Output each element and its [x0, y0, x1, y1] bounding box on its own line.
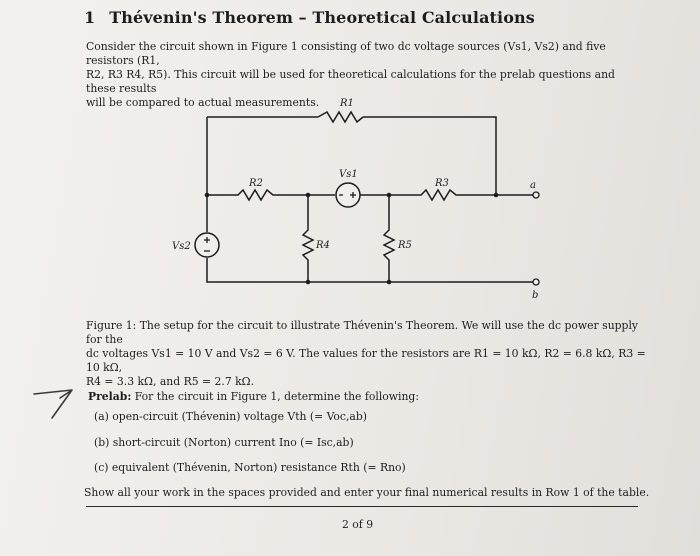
vs2-label: Vs2	[172, 241, 191, 252]
prelab-item-c: (c) equivalent (Thévenin, Norton) resistance Rth (= Rno)	[94, 461, 406, 474]
caption-line: R4 = 3.3 kΩ, and R5 = 2.7 kΩ.	[86, 375, 255, 388]
intro-line: R2, R3 R4, R5). This circuit will be used for theoretical calculations for the prelab questions and these results	[86, 68, 615, 95]
prelab-intro-text: For the circuit in Figure 1, determine the following:	[134, 390, 419, 403]
r1-label: R1	[340, 98, 354, 109]
caption-line: Figure 1: The setup for the circuit to illustrate Thévenin's Theorem. We will use the dc power supply for the	[86, 319, 639, 346]
caption-line: dc voltages Vs1 = 10 V and Vs2 = 6 V. The values for the resistors are R1 = 10 kΩ, R2 = 6.8 kΩ, R3 = 10 kΩ,	[86, 347, 646, 374]
intro-line: Consider the circuit shown in Figure 1 consisting of two dc voltage sources (Vs1, Vs2) and five resistors (R1,	[86, 40, 606, 67]
r4-label: R4	[316, 240, 330, 251]
prelab-instruction: Show all your work in the spaces provided and enter your final numerical results in Row 1 of the table.	[84, 486, 650, 499]
page-number: 2 of 9	[342, 518, 374, 531]
terminal-b-label: b	[532, 290, 539, 301]
prelab-item-a: (a) open-circuit (Thévenin) voltage Vth (= Voc,ab)	[94, 410, 367, 423]
terminal-a-label: a	[530, 180, 536, 191]
prelab-label: Prelab:	[88, 390, 132, 403]
r3-label: R3	[435, 178, 449, 189]
section-number: 1	[84, 8, 96, 27]
intro-line: will be compared to actual measurements.	[86, 96, 320, 109]
prelab-intro	[88, 390, 648, 403]
r2-label: R2	[249, 178, 263, 189]
divider-line	[86, 506, 638, 507]
section-title: Thévenin's Theorem – Theoretical Calculations	[109, 8, 535, 27]
vs1-label: Vs1	[339, 169, 358, 180]
prelab-item-b: (b) short-circuit (Norton) current Ino (= Isc,ab)	[94, 436, 354, 449]
r5-label: R5	[398, 240, 412, 251]
